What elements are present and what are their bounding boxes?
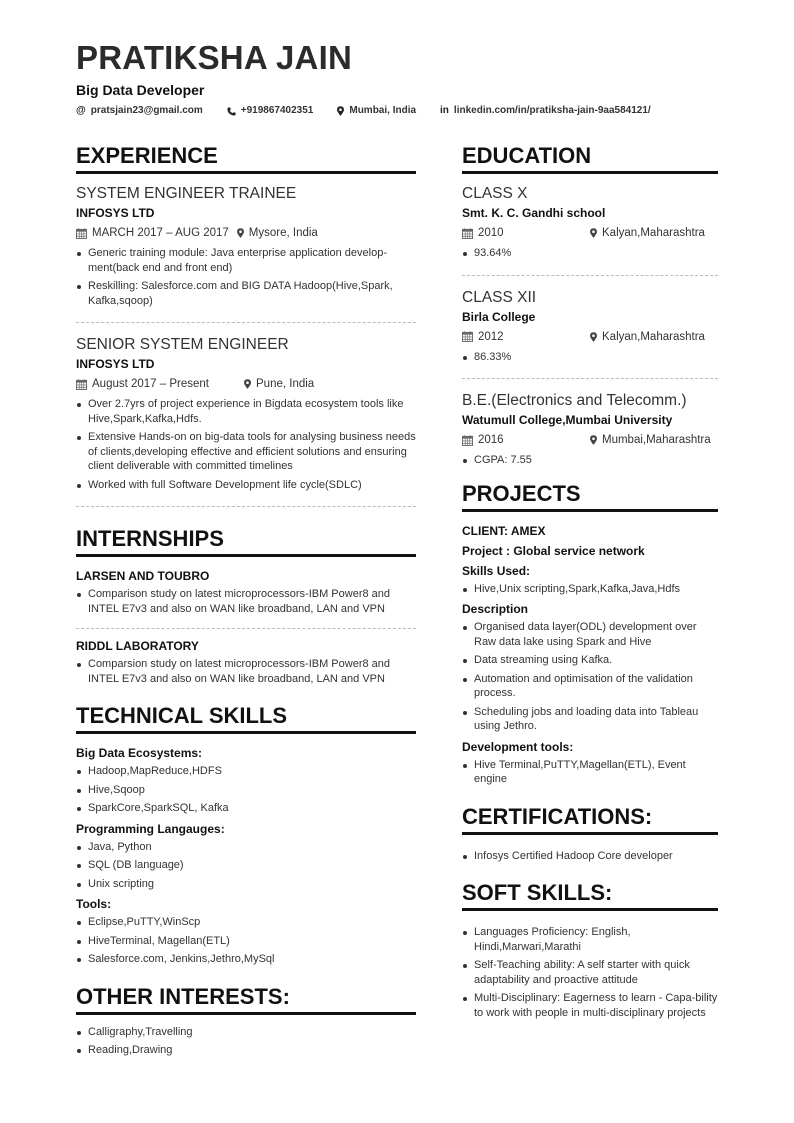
calendar-icon <box>462 228 473 239</box>
score: CGPA: 7.55 <box>462 453 718 468</box>
education-section <box>462 142 718 468</box>
skill-group-label: Programming Langauges: <box>76 821 225 836</box>
contact-bar <box>76 104 718 118</box>
list-item: Eclipse,PuTTY,WinScp <box>76 915 416 930</box>
bullet-list <box>76 840 416 892</box>
entry-location: Kalyan,Maharashtra <box>602 330 705 343</box>
other-interests-section <box>76 983 416 1058</box>
position-title: SYSTEM ENGINEER TRAINEE <box>76 185 297 202</box>
list-item: Automation and optimisation of the validation process. <box>462 672 718 701</box>
education-entry <box>462 184 718 261</box>
bullet-list <box>76 587 416 616</box>
education-entry <box>462 391 718 468</box>
date-range: August 2017 – Present <box>92 378 209 390</box>
bullet-list <box>76 915 416 967</box>
list-item: Self-Teaching ability: A self starter with quick adaptability and proactive attitude <box>462 958 718 987</box>
map-pin-icon <box>590 228 597 238</box>
year: 2016 <box>478 434 504 446</box>
contact-location <box>337 104 416 118</box>
project-name: Project : Global service network <box>462 543 645 558</box>
section-title: CERTIFICATIONS: <box>462 803 718 835</box>
list-item: Comparison study on latest microprocessors-IBM Power8 and INTEL E7v3 and also on WAN like broadband, LAN and VPN <box>76 587 416 616</box>
entry-meta <box>462 329 718 345</box>
section-title: PROJECTS <box>462 480 718 512</box>
section-title: TECHNICAL SKILLS <box>76 702 416 734</box>
certifications-section <box>462 803 718 864</box>
map-pin-icon <box>590 332 597 342</box>
school-name: Birla College <box>462 309 536 324</box>
at-icon: @ <box>76 105 86 116</box>
bullet-list <box>462 620 718 734</box>
school-name: Smt. K. C. Gandhi school <box>462 206 606 220</box>
contact-email[interactable] <box>76 104 203 118</box>
education-entry <box>462 288 718 365</box>
experience-entry <box>76 335 416 492</box>
internships-section <box>76 525 416 686</box>
experience-section <box>76 142 416 507</box>
candidate-name: PRATIKSHA JAIN <box>76 39 352 76</box>
degree-title: CLASS X <box>462 185 528 202</box>
list-item: Calligraphy,Travelling <box>76 1025 416 1040</box>
entry-meta <box>76 376 416 392</box>
phone-icon <box>227 107 236 116</box>
calendar-icon <box>76 379 87 390</box>
date-range: MARCH 2017 – AUG 2017 <box>92 227 229 239</box>
section-title: EDUCATION <box>462 142 718 174</box>
list-item: Worked with full Software Development life cycle(SDLC) <box>76 478 416 493</box>
list-item: SQL (DB language) <box>76 858 416 873</box>
position-title: SENIOR SYSTEM ENGINEER <box>76 336 289 353</box>
list-item: Comparsion study on latest microprocessors-IBM Power8 and INTEL E7v3 and also on WAN like broadband, LAN and VPN <box>76 657 416 686</box>
company-name: INFOSYS LTD <box>76 357 155 371</box>
list-item: HiveTerminal, Magellan(ETL) <box>76 934 416 949</box>
bullet-list <box>76 657 416 686</box>
company-name: INFOSYS LTD <box>76 206 155 220</box>
bullet-list <box>462 453 718 468</box>
linkedin-icon: in <box>440 105 449 116</box>
internship-org: RIDDL LABORATORY <box>76 639 199 653</box>
year: 2010 <box>478 227 504 239</box>
calendar-icon <box>462 331 473 342</box>
divider <box>76 506 416 507</box>
list-item: Hive Terminal,PuTTY,Magellan(ETL), Event engine <box>462 758 718 787</box>
list-item: Java, Python <box>76 840 416 855</box>
email-text: pratsjain23@gmail.com <box>90 105 203 116</box>
description-label: Description <box>462 602 529 616</box>
skill-group-label: Tools: <box>76 897 112 911</box>
divider <box>76 322 416 323</box>
list-item: Infosys Certified Hadoop Core developer <box>462 849 718 864</box>
skill-group-label: Big Data Ecosystems: <box>76 746 203 760</box>
soft-skills-section <box>462 879 718 1020</box>
divider <box>462 275 718 276</box>
bullet-list <box>462 246 718 261</box>
list-item: Languages Proficiency: English, Hindi,Marwari,Marathi <box>462 925 718 954</box>
experience-entry <box>76 184 416 308</box>
resume-page <box>76 38 718 1056</box>
map-pin-icon <box>237 228 244 238</box>
degree-title: CLASS XII <box>462 288 537 306</box>
section-title: OTHER INTERESTS: <box>76 983 416 1015</box>
section-title: EXPERIENCE <box>76 142 416 174</box>
calendar-icon <box>76 228 87 239</box>
bullet-list <box>462 758 718 787</box>
calendar-icon <box>462 435 473 446</box>
score: 93.64% <box>462 246 718 261</box>
entry-location: Mumbai,Maharashtra <box>602 434 711 446</box>
year: 2012 <box>478 330 504 343</box>
map-pin-icon <box>337 106 344 116</box>
list-item: Extensive Hands-on on big-data tools for analysing business needs of clients,developing effective and efficient solutions and ensuring client deliverable with committed timelines <box>76 430 416 474</box>
list-item: Hive,Unix scripting,Spark,Kafka,Java,Hdfs <box>462 582 718 597</box>
phone-text: +919867402351 <box>240 105 314 116</box>
map-pin-icon <box>590 435 597 445</box>
entry-location: Pune, India <box>256 378 315 390</box>
internship-org: LARSEN AND TOUBRO <box>76 569 210 583</box>
entry-location: Mysore, India <box>248 227 318 239</box>
skills-used-label: Skills Used: <box>462 563 531 578</box>
contact-linkedin[interactable] <box>440 104 651 118</box>
list-item: Reskilling: Salesforce.com and BIG DATA Hadoop(Hive,Spark, Kafka,sqoop) <box>76 279 416 308</box>
entry-meta <box>462 432 718 448</box>
list-item: Organised data layer(ODL) development over Raw data lake using Spark and Hive <box>462 620 718 649</box>
location-text: Mumbai, India <box>349 105 417 116</box>
section-title: SOFT SKILLS: <box>462 879 718 911</box>
list-item: Hive,Sqoop <box>76 783 416 798</box>
right-column <box>462 142 718 1062</box>
bullet-list <box>76 1025 416 1058</box>
contact-phone[interactable] <box>227 104 314 118</box>
list-item: Generic training module: Java enterprise application develop-ment(back end and front end) <box>76 246 416 275</box>
list-item: Unix scripting <box>76 877 416 892</box>
technical-skills-section <box>76 702 416 967</box>
divider <box>76 628 416 629</box>
school-name: Watumull College,Mumbai University <box>462 413 673 427</box>
list-item: Data streaming using Kafka. <box>462 653 718 668</box>
bullet-list <box>76 397 416 492</box>
list-item: Hadoop,MapReduce,HDFS <box>76 764 416 779</box>
entry-meta <box>76 225 416 241</box>
bullet-list <box>76 764 416 816</box>
linkedin-text: linkedin.com/in/pratiksha-jain-9aa584121/ <box>453 105 651 116</box>
project-client: CLIENT: AMEX <box>462 523 546 538</box>
list-item: Salesforce.com, Jenkins,Jethro,MySql <box>76 952 416 967</box>
bullet-list <box>462 849 718 864</box>
bullet-list <box>462 350 718 365</box>
section-title: INTERNSHIPS <box>76 525 416 557</box>
list-item: Scheduling jobs and loading data into Tableau using Jethro. <box>462 705 718 734</box>
list-item: SparkCore,SparkSQL, Kafka <box>76 801 416 816</box>
map-pin-icon <box>244 379 251 389</box>
left-column <box>76 142 416 1062</box>
bullet-list <box>462 925 718 1020</box>
projects-section <box>462 480 718 787</box>
job-role: Big Data Developer <box>76 82 205 98</box>
degree-title: B.E.(Electronics and Telecomm.) <box>462 392 687 409</box>
entry-location: Kalyan,Maharashtra <box>602 227 705 239</box>
entry-meta <box>462 225 718 241</box>
bullet-list <box>76 246 416 308</box>
list-item: Over 2.7yrs of project experience in Bigdata ecosystem tools like Hive,Spark,Kafka,Hdfs. <box>76 397 416 426</box>
score: 86.33% <box>462 350 718 365</box>
list-item: Reading,Drawing <box>76 1043 416 1058</box>
list-item: Multi-Disciplinary: Eagerness to learn - Capa-bility to work with people in multi-disciplinary projects <box>462 991 718 1020</box>
divider <box>462 378 718 379</box>
dev-tools-label: Development tools: <box>462 739 574 754</box>
bullet-list <box>462 582 718 597</box>
